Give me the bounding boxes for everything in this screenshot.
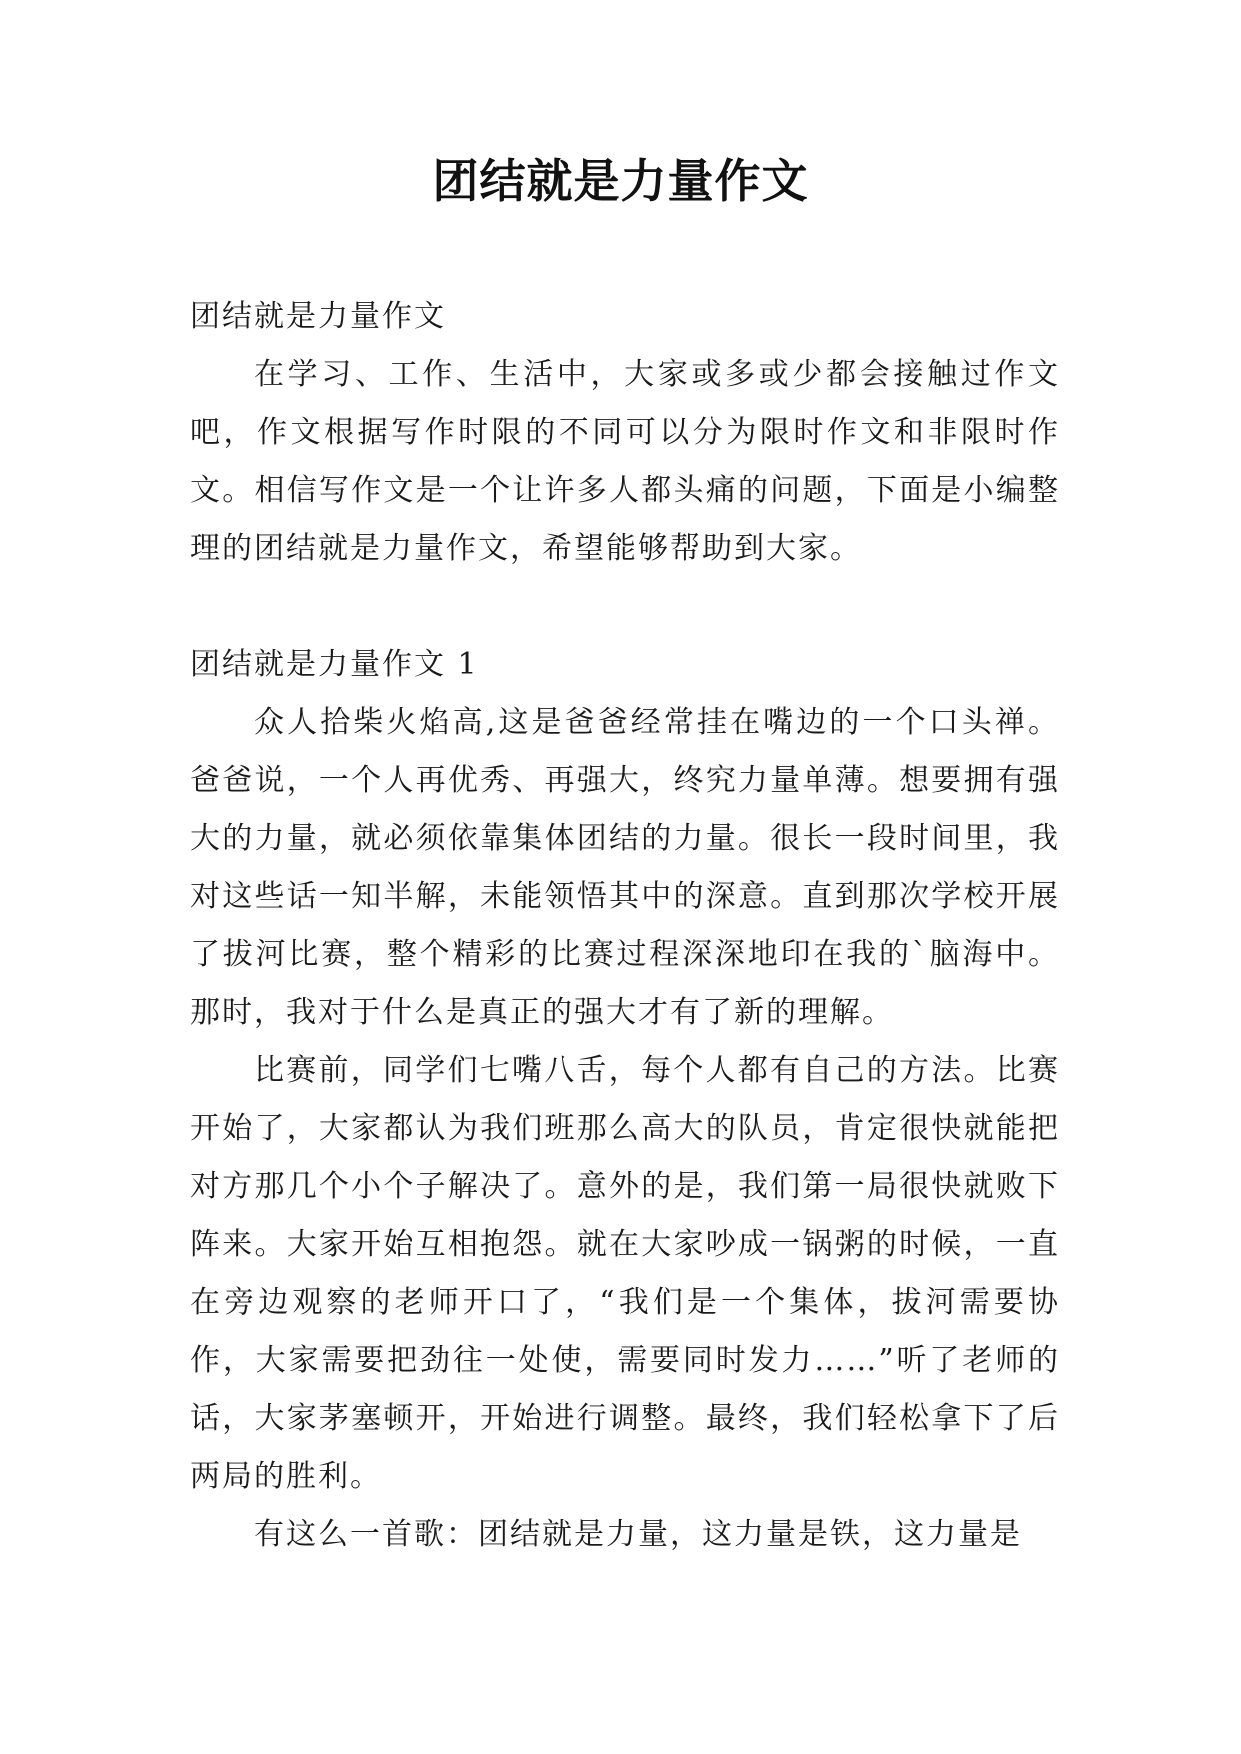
body-paragraph: 众人拾柴火焰高,这是爸爸经常挂在嘴边的一个口头禅。爸爸说，一个人再优秀、再强大，终究力量单薄。想要拥有强大的力量，就必须依靠集体团结的力量。很长一段时间里，我对这些话一知半解，未能领悟其中的深意。直到那次学校开展了拔河比赛，整个精彩的比赛过程深深地印在我的`脑海中。那时，我对于什么是真正的强大才有了新的理解。 xyxy=(190,705,1060,1030)
intro-paragraph: 在学习、工作、生活中，大家或多或少都会接触过作文吧，作文根据写作时限的不同可以分为限时作文和非限时作文。相信写作文是一个让许多人都头痛的问题，下面是小编整理的团结就是力量作文，希望能够帮助到大家。 xyxy=(190,357,1060,566)
body-paragraph: 比赛前，同学们七嘴八舌，每个人都有自己的方法。比赛开始了，大家都认为我们班那么高大的队员，肯定很快就能把对方那几个小个子解决了。意外的是，我们第一局很快就败下阵来。大家开始互相抱怨。就在大家吵成一锅粥的时候，一直在旁边观察的老师开口了，“我们是一个集体，拔河需要协作，大家需要把劲往一处使，需要同时发力……”听了老师的话，大家茅塞顿开，开始进行调整。最终，我们轻松拿下了后两局的胜利。 xyxy=(190,1053,1060,1494)
document-body xyxy=(190,288,1060,1564)
section-spacer xyxy=(190,578,1060,636)
document-subtitle: 团结就是力量作文 xyxy=(190,299,446,334)
document-title: 团结就是力量作文 xyxy=(432,154,809,208)
section-heading: 团结就是力量作文 1 xyxy=(190,647,479,682)
body-paragraph: 有这么一首歌：团结就是力量，这力量是铁，这力量是 xyxy=(254,1517,1022,1552)
